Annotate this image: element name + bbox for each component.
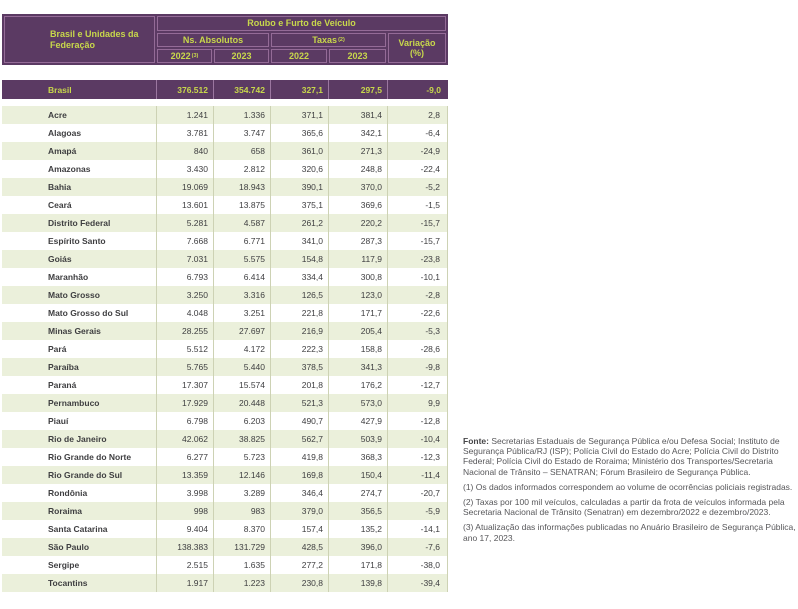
- state-name: Minas Gerais: [2, 322, 157, 340]
- cell-value: 361,0: [271, 142, 329, 160]
- cell-value: 27.697: [214, 322, 271, 340]
- cell-value: -22,6: [388, 304, 448, 322]
- cell-value: 274,7: [329, 484, 388, 502]
- year-header-abs-2023: 2023: [214, 49, 269, 63]
- table-row: [2, 574, 448, 592]
- year-header-abs-2022: 2022 (3): [157, 49, 212, 63]
- cell-value: 126,5: [271, 286, 329, 304]
- cell-value: 135,2: [329, 520, 388, 538]
- cell-value: 320,6: [271, 160, 329, 178]
- cell-value: 369,6: [329, 196, 388, 214]
- cell-value: -12,7: [388, 376, 448, 394]
- brasil-row-label: Brasil: [2, 80, 157, 99]
- cell-value: 300,8: [329, 268, 388, 286]
- cell-value: -10,1: [388, 268, 448, 286]
- brasil-variacao: -9,0: [426, 84, 441, 95]
- cell-value: 18.943: [214, 178, 271, 196]
- cell-value: 4.587: [214, 214, 271, 232]
- cell-value: 220,2: [329, 214, 388, 232]
- footnote-1: (1) Os dados informados correspondem ao volume de ocorrências policiais registradas.: [463, 481, 793, 492]
- state-name: Alagoas: [2, 124, 157, 142]
- subheader-variacao-label: Variação: [398, 37, 436, 48]
- state-name: Amazonas: [2, 160, 157, 178]
- footnotes-block: [463, 436, 798, 548]
- cell-value: 428,5: [271, 538, 329, 556]
- year-header-taxa-2022: 2022: [271, 49, 327, 63]
- cell-value: 1.336: [214, 106, 271, 124]
- cell-value: 3.316: [214, 286, 271, 304]
- state-name: Pernambuco: [2, 394, 157, 412]
- cell-value: 287,3: [329, 232, 388, 250]
- cell-value: 503,9: [329, 430, 388, 448]
- cell-value: 1.635: [214, 556, 271, 574]
- cell-value: -10,4: [388, 430, 448, 448]
- cell-value: 3.430: [157, 160, 214, 178]
- cell-value: 131.729: [214, 538, 271, 556]
- cell-value: 154,8: [271, 250, 329, 268]
- cell-value: 5.281: [157, 214, 214, 232]
- state-name: São Paulo: [2, 538, 157, 556]
- subheader-variacao: [388, 33, 446, 63]
- source-label: Fonte:: [463, 436, 489, 446]
- cell-value: 3.289: [214, 484, 271, 502]
- cell-value: 13.601: [157, 196, 214, 214]
- table-row: [2, 556, 448, 574]
- cell-value: 139,8: [329, 574, 388, 592]
- cell-value: -20,7: [388, 484, 448, 502]
- cell-value: 169,8: [271, 466, 329, 484]
- cell-value: 1.917: [157, 574, 214, 592]
- cell-value: 248,8: [329, 160, 388, 178]
- state-name: Santa Catarina: [2, 520, 157, 538]
- cell-value: 419,8: [271, 448, 329, 466]
- table-row: [2, 394, 448, 412]
- cell-value: 6.771: [214, 232, 271, 250]
- corner-header: Brasil e Unidades da Federação: [4, 16, 155, 63]
- table-row: [2, 124, 448, 142]
- source-note: [463, 436, 798, 477]
- cell-value: 562,7: [271, 430, 329, 448]
- cell-value: 3.998: [157, 484, 214, 502]
- cell-value: -12,3: [388, 448, 448, 466]
- cell-value: 20.448: [214, 394, 271, 412]
- cell-value: -1,5: [388, 196, 448, 214]
- cell-value: 157,4: [271, 520, 329, 538]
- table-row: [2, 196, 448, 214]
- cell-value: 28.255: [157, 322, 214, 340]
- subheader-taxas-label: Taxas: [312, 34, 338, 45]
- cell-value: 379,0: [271, 502, 329, 520]
- cell-value: 3.747: [214, 124, 271, 142]
- cell-value: 371,1: [271, 106, 329, 124]
- table-row: [2, 412, 448, 430]
- cell-value: 123,0: [329, 286, 388, 304]
- state-name: Goiás: [2, 250, 157, 268]
- state-name: Paraná: [2, 376, 157, 394]
- state-name: Rondônia: [2, 484, 157, 502]
- cell-value: -2,8: [388, 286, 448, 304]
- cell-value: 12.146: [214, 466, 271, 484]
- cell-value: 205,4: [329, 322, 388, 340]
- cell-value: 5.723: [214, 448, 271, 466]
- cell-value: 5.512: [157, 340, 214, 358]
- cell-value: 356,5: [329, 502, 388, 520]
- brasil-abs-2022: 376.512: [157, 80, 214, 99]
- table-row: [2, 142, 448, 160]
- cell-value: -12,8: [388, 412, 448, 430]
- cell-value: -6,4: [388, 124, 448, 142]
- table-row: [2, 232, 448, 250]
- cell-value: -15,7: [388, 232, 448, 250]
- table-row: [2, 538, 448, 556]
- cell-value: 8.370: [214, 520, 271, 538]
- cell-value: 341,3: [329, 358, 388, 376]
- source-text: Secretarias Estaduais de Segurança Pública e/ou Defesa Social; Instituto de Segurança Pública/RJ (ISP); Polícia Civil do Estado do Acre; Polícia Civil do Distrito Federal; Polícia Civil do Estado de Roraima; Ministério dos Transportes/Secretaria Nacional de Trânsito – SENATRAN; Fórum Brasileiro de Segurança Pública.: [463, 436, 780, 477]
- cell-value: 19.069: [157, 178, 214, 196]
- cell-value: 3.781: [157, 124, 214, 142]
- table-row: [2, 358, 448, 376]
- cell-value: 176,2: [329, 376, 388, 394]
- brasil-taxa-2022: 327,1: [271, 80, 329, 99]
- table-row: [2, 340, 448, 358]
- cell-value: 222,3: [271, 340, 329, 358]
- cell-value: 6.798: [157, 412, 214, 430]
- cell-value: 13.875: [214, 196, 271, 214]
- cell-value: 261,2: [271, 214, 329, 232]
- cell-value: 5.440: [214, 358, 271, 376]
- cell-value: 6.793: [157, 268, 214, 286]
- cell-value: 221,8: [271, 304, 329, 322]
- cell-value: 277,2: [271, 556, 329, 574]
- year-header-taxa-2023: 2023: [329, 49, 386, 63]
- cell-value: 490,7: [271, 412, 329, 430]
- cell-value: 150,4: [329, 466, 388, 484]
- state-name: Distrito Federal: [2, 214, 157, 232]
- state-name: Acre: [2, 106, 157, 124]
- group-header: Roubo e Furto de Veículo: [157, 16, 446, 31]
- cell-value: 370,0: [329, 178, 388, 196]
- cell-value: -5,9: [388, 502, 448, 520]
- cell-value: 5.765: [157, 358, 214, 376]
- state-name: Bahia: [2, 178, 157, 196]
- cell-value: 7.031: [157, 250, 214, 268]
- brasil-taxa-2023: 297,5: [329, 80, 388, 99]
- table-row: [2, 106, 448, 124]
- table-row: [2, 178, 448, 196]
- cell-value: 1.223: [214, 574, 271, 592]
- cell-value: -11,4: [388, 466, 448, 484]
- state-name: Rio Grande do Sul: [2, 466, 157, 484]
- table-row: [2, 376, 448, 394]
- cell-value: 5.575: [214, 250, 271, 268]
- cell-value: -23,8: [388, 250, 448, 268]
- cell-value: 427,9: [329, 412, 388, 430]
- cell-value: 334,4: [271, 268, 329, 286]
- cell-value: 365,6: [271, 124, 329, 142]
- cell-value: -15,7: [388, 214, 448, 232]
- cell-value: -14,1: [388, 520, 448, 538]
- cell-value: 341,0: [271, 232, 329, 250]
- cell-value: 4.048: [157, 304, 214, 322]
- state-name: Sergipe: [2, 556, 157, 574]
- cell-value: 171,7: [329, 304, 388, 322]
- cell-value: -22,4: [388, 160, 448, 178]
- table-row: [2, 286, 448, 304]
- cell-value: 42.062: [157, 430, 214, 448]
- table-row: [2, 466, 448, 484]
- cell-value: 375,1: [271, 196, 329, 214]
- state-name: Ceará: [2, 196, 157, 214]
- cell-value: 9.404: [157, 520, 214, 538]
- subheader-variacao-unit: (%): [410, 48, 424, 58]
- state-name: Rio de Janeiro: [2, 430, 157, 448]
- cell-value: 3.251: [214, 304, 271, 322]
- state-name: Amapá: [2, 142, 157, 160]
- cell-value: -9,8: [388, 358, 448, 376]
- table-row: [2, 160, 448, 178]
- state-name: Tocantins: [2, 574, 157, 592]
- cell-value: 17.307: [157, 376, 214, 394]
- cell-value: 346,4: [271, 484, 329, 502]
- brasil-abs-2023: 354.742: [214, 80, 271, 99]
- cell-value: 2.515: [157, 556, 214, 574]
- cell-value: 390,1: [271, 178, 329, 196]
- cell-value: 368,3: [329, 448, 388, 466]
- cell-value: 138.383: [157, 538, 214, 556]
- cell-value: 998: [157, 502, 214, 520]
- table-row: [2, 304, 448, 322]
- state-name: Roraima: [2, 502, 157, 520]
- table-row: [2, 214, 448, 232]
- cell-value: 381,4: [329, 106, 388, 124]
- state-name: Pará: [2, 340, 157, 358]
- cell-value: 171,8: [329, 556, 388, 574]
- state-name: Piauí: [2, 412, 157, 430]
- brasil-total-row: [2, 80, 448, 99]
- cell-value: 2,8: [388, 106, 448, 124]
- cell-value: 378,5: [271, 358, 329, 376]
- cell-value: 158,8: [329, 340, 388, 358]
- state-name: Rio Grande do Norte: [2, 448, 157, 466]
- cell-value: -28,6: [388, 340, 448, 358]
- table-row: [2, 250, 448, 268]
- cell-value: 521,3: [271, 394, 329, 412]
- state-name: Mato Grosso: [2, 286, 157, 304]
- cell-value: 1.241: [157, 106, 214, 124]
- table-row: [2, 520, 448, 538]
- cell-value: 230,8: [271, 574, 329, 592]
- table-header: [2, 14, 448, 65]
- state-name: Maranhão: [2, 268, 157, 286]
- table-row: [2, 502, 448, 520]
- cell-value: 271,3: [329, 142, 388, 160]
- cell-value: 983: [214, 502, 271, 520]
- cell-value: 15.574: [214, 376, 271, 394]
- cell-value: 6.203: [214, 412, 271, 430]
- table-row: [2, 484, 448, 502]
- state-name: Espírito Santo: [2, 232, 157, 250]
- cell-value: -5,3: [388, 322, 448, 340]
- table-row: [2, 268, 448, 286]
- footnote-3: (3) Atualização das informações publicadas no Anuário Brasileiro de Segurança Pública, ano 17, 2023.: [463, 522, 796, 543]
- cell-value: 216,9: [271, 322, 329, 340]
- table-row: [2, 448, 448, 466]
- cell-value: 4.172: [214, 340, 271, 358]
- table-row: [2, 322, 448, 340]
- cell-value: 13.359: [157, 466, 214, 484]
- footnote-2: (2) Taxas por 100 mil veículos, calculadas a partir da frota de veículos informada pela Secretaria Nacional de Trânsito (Senatran) em dezembro/2022 e dezembro/2023.: [463, 496, 785, 518]
- cell-value: -5,2: [388, 178, 448, 196]
- cell-value: 17.929: [157, 394, 214, 412]
- cell-value: -7,6: [388, 538, 448, 556]
- cell-value: -24,9: [388, 142, 448, 160]
- cell-value: 840: [157, 142, 214, 160]
- cell-value: 117,9: [329, 250, 388, 268]
- cell-value: 6.414: [214, 268, 271, 286]
- cell-value: 7.668: [157, 232, 214, 250]
- cell-value: 573,0: [329, 394, 388, 412]
- cell-value: 658: [214, 142, 271, 160]
- cell-value: 38.825: [214, 430, 271, 448]
- cell-value: -39,4: [388, 574, 448, 592]
- cell-value: 396,0: [329, 538, 388, 556]
- cell-value: 3.250: [157, 286, 214, 304]
- cell-value: 2.812: [214, 160, 271, 178]
- cell-value: -38,0: [388, 556, 448, 574]
- table-body: [2, 106, 448, 592]
- cell-value: 342,1: [329, 124, 388, 142]
- state-name: Paraíba: [2, 358, 157, 376]
- table-row: [2, 430, 448, 448]
- state-name: Mato Grosso do Sul: [2, 304, 157, 322]
- subheader-absolutos: Ns. Absolutos: [157, 33, 269, 47]
- subheader-taxas: Taxas (2): [271, 33, 386, 47]
- cell-value: 9,9: [388, 394, 448, 412]
- cell-value: 201,8: [271, 376, 329, 394]
- cell-value: 6.277: [157, 448, 214, 466]
